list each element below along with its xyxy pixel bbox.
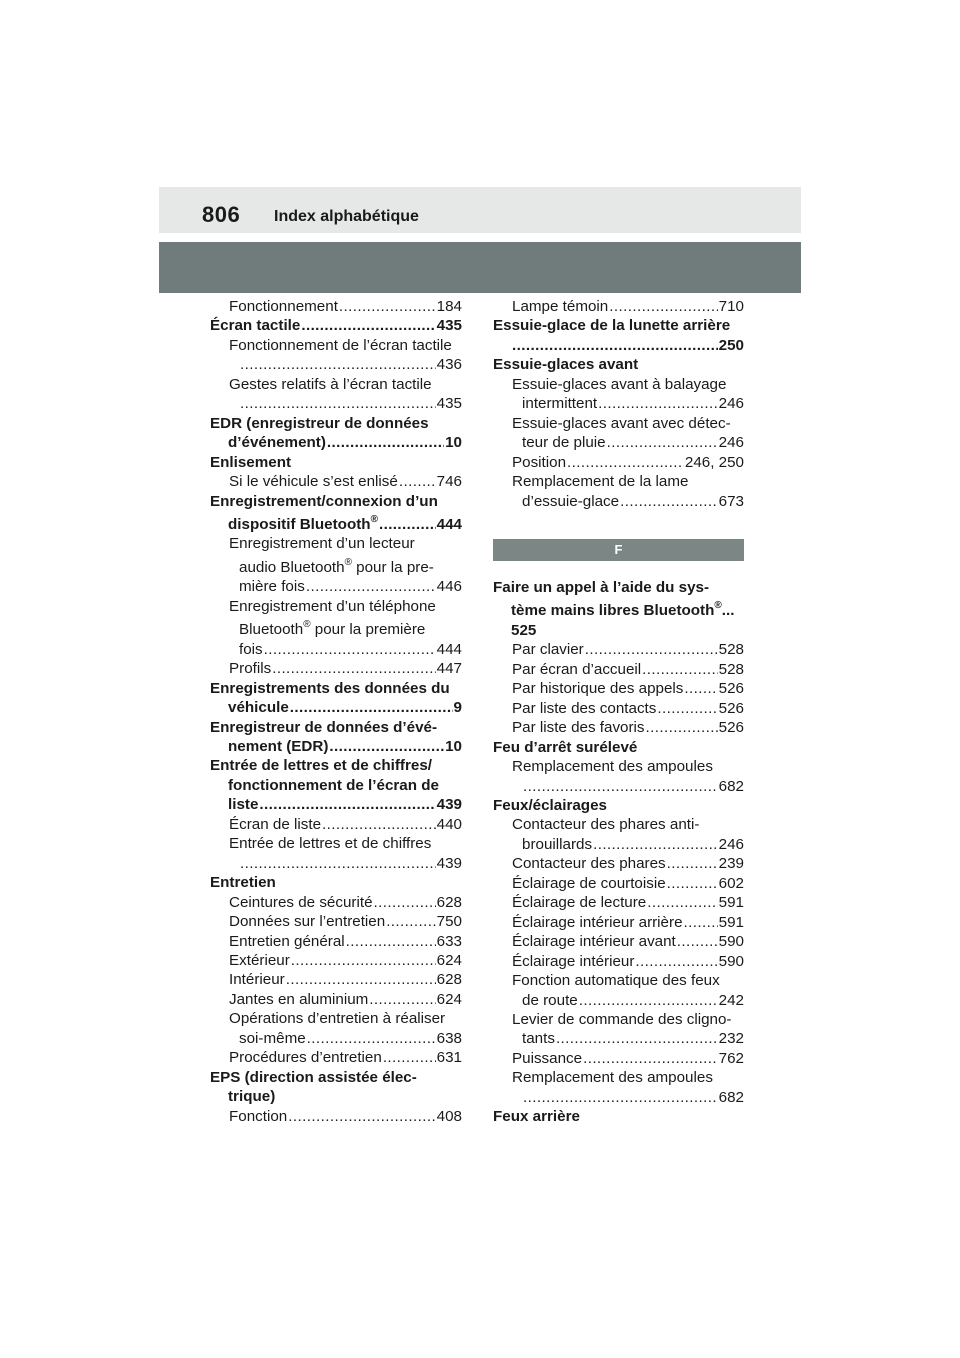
- index-column-left: [210, 297, 462, 1126]
- leader-dots: [647, 893, 717, 912]
- index-subentry: [210, 970, 462, 989]
- letter-section-header: F: [493, 539, 744, 561]
- page-reference: 246, 250: [684, 453, 744, 471]
- page-reference: 628: [436, 971, 462, 989]
- entry-text: Remplacement des ampoules: [512, 1069, 713, 1087]
- page-reference: 638: [436, 1029, 462, 1047]
- leader-dots: [667, 874, 718, 893]
- page-reference: 528: [718, 641, 744, 659]
- entry-text: Entretien général: [229, 932, 345, 950]
- leader-dots: ...: [721, 602, 735, 620]
- entry-text: Fonction automatique des feux: [512, 972, 720, 990]
- index-subentry: [493, 660, 744, 679]
- index-subentry: [493, 375, 744, 414]
- entry-text: Remplacement de la lame: [512, 473, 689, 491]
- page-reference: 631: [436, 1049, 462, 1067]
- entry-text: Feux arrière: [493, 1108, 580, 1126]
- entry-text: Intérieur: [229, 971, 285, 989]
- page-reference: 9: [453, 699, 462, 717]
- page-reference: 633: [436, 932, 462, 950]
- page-reference: 624: [436, 951, 462, 969]
- page-reference: 762: [718, 1049, 744, 1067]
- entry-text: soi-même: [239, 1029, 306, 1047]
- spacer: [493, 561, 744, 578]
- leader-dots: [288, 1107, 435, 1126]
- leader-dots: [512, 336, 718, 355]
- index-subentry: [210, 472, 462, 491]
- index-subentry: [210, 1009, 462, 1048]
- entry-text: Extérieur: [229, 951, 290, 969]
- page-reference: 590: [718, 952, 744, 970]
- leader-dots: [322, 815, 436, 834]
- leader-dots: [329, 737, 444, 756]
- entry-text: Éclairage intérieur: [512, 952, 635, 970]
- entry-text: trique): [228, 1088, 276, 1106]
- header-band: [159, 187, 801, 233]
- entry-text: Enregistrement d’un téléphone: [229, 597, 436, 615]
- page-reference: 250: [718, 336, 744, 354]
- entry-text: Gestes relatifs à l’écran tactile: [229, 375, 432, 393]
- index-subentry: [210, 815, 462, 834]
- page-reference: 528: [718, 660, 744, 678]
- entry-text: Entrée de lettres et de chiffres/: [210, 757, 432, 775]
- index-subentry: [493, 932, 744, 951]
- page-reference: 444: [436, 640, 462, 658]
- index-subentry: [493, 453, 744, 472]
- page-reference: 750: [436, 913, 462, 931]
- page-reference: 184: [436, 298, 462, 315]
- index-subentry: [210, 834, 462, 873]
- entry-text: Bluetooth® pour la première: [239, 619, 426, 639]
- page-reference: 246: [718, 434, 744, 452]
- entry-text: Entretien: [210, 874, 276, 892]
- entry-text: Puissance: [512, 1049, 583, 1067]
- index-subentry: [210, 1048, 462, 1067]
- leader-dots: [399, 472, 436, 491]
- entry-text: fonctionnement de l’écran de: [228, 776, 439, 794]
- entry-text: Essuie-glaces avant à balayage: [512, 375, 727, 393]
- entry-text: Éclairage de courtoisie: [512, 874, 666, 892]
- leader-dots: [657, 699, 717, 718]
- page-reference: 439: [436, 796, 462, 814]
- index-subentry: [493, 893, 744, 912]
- page-reference: 435: [436, 317, 462, 335]
- index-subentry: [493, 699, 744, 718]
- page-reference: 526: [718, 680, 744, 698]
- page-reference: 602: [718, 874, 744, 892]
- index-subentry: [210, 932, 462, 951]
- page-reference: 710: [718, 298, 744, 315]
- leader-dots: [620, 492, 718, 511]
- page-reference: 447: [436, 660, 462, 678]
- entry-text: Fonctionnement: [229, 298, 338, 315]
- entry-text: mière fois: [239, 578, 305, 596]
- page-reference: 446: [436, 578, 462, 596]
- leader-dots: [374, 893, 436, 912]
- index-entry: [493, 738, 744, 757]
- page-number: 806: [202, 202, 241, 227]
- entry-text: Écran tactile: [210, 317, 301, 335]
- entry-text: Enlisement: [210, 453, 292, 471]
- leader-dots: [290, 698, 453, 717]
- page-reference: 440: [436, 815, 462, 833]
- leader-dots: [598, 394, 718, 413]
- leader-dots: [301, 316, 435, 335]
- leader-dots: [264, 640, 436, 659]
- leader-dots: [523, 777, 718, 796]
- index-subentry: [493, 640, 744, 659]
- index-subentry: [493, 1049, 744, 1068]
- page-reference: 682: [718, 777, 744, 795]
- index-entry: [210, 453, 462, 472]
- entry-text: Profils: [229, 660, 272, 678]
- entry-text: tème mains libres Bluetooth®: [511, 600, 722, 620]
- page-reference: 624: [436, 990, 462, 1008]
- leader-dots: [379, 515, 436, 534]
- entry-text: Faire un appel à l’aide du sys-: [493, 578, 710, 596]
- leader-dots: [369, 990, 435, 1009]
- decorative-gray-bar: [159, 242, 801, 293]
- entry-text: Si le véhicule s’est enlisé: [229, 473, 398, 491]
- entry-text: brouillards: [522, 835, 593, 853]
- leader-dots: [585, 640, 718, 659]
- entry-text: Remplacement des ampoules: [512, 758, 713, 776]
- index-subentry: [210, 597, 462, 659]
- index-subentry: [210, 912, 462, 931]
- entry-text: nement (EDR): [228, 737, 329, 755]
- entry-text: Position: [512, 453, 567, 471]
- leader-dots: [523, 1088, 718, 1107]
- index-entry: [493, 796, 744, 815]
- entry-text: Fonctionnement de l’écran tactile: [229, 336, 452, 354]
- index-subentry: [493, 679, 744, 698]
- entry-text: intermittent: [522, 395, 598, 413]
- page-reference: 628: [436, 893, 462, 911]
- entry-text: EDR (enregistreur de données: [210, 414, 429, 432]
- leader-dots: [579, 991, 718, 1010]
- entry-text: Par liste des favoris: [512, 719, 645, 737]
- page-reference: 444: [436, 515, 462, 533]
- index-subentry: [493, 952, 744, 971]
- section-title: Index alphabétique: [274, 208, 419, 225]
- index-subentry: [493, 757, 744, 796]
- entry-text: Éclairage de lecture: [512, 894, 647, 912]
- entry-text: Levier de commande des cligno-: [512, 1010, 732, 1028]
- entry-text: Éclairage intérieur avant: [512, 933, 676, 951]
- page-reference: 246: [718, 395, 744, 413]
- page-reference: 232: [718, 1030, 744, 1048]
- index-subentry: [493, 874, 744, 893]
- index-subentry: [210, 951, 462, 970]
- leader-dots: [386, 912, 435, 931]
- entry-text: teur de pluie: [522, 434, 606, 452]
- leader-dots: [607, 433, 718, 452]
- entry-text: Essuie-glaces avant avec détec-: [512, 414, 731, 432]
- leader-dots: [327, 433, 444, 452]
- index-entry: [210, 316, 462, 335]
- page-reference: 591: [718, 894, 744, 912]
- entry-text: Entrée de lettres et de chiffres: [229, 835, 432, 853]
- leader-dots: [684, 679, 717, 698]
- entry-text: Par écran d’accueil: [512, 660, 642, 678]
- index-entry: [210, 718, 462, 757]
- entry-text: Contacteur des phares: [512, 855, 666, 873]
- page-reference: 439: [436, 854, 462, 872]
- leader-dots: [567, 453, 684, 472]
- entry-text: Essuie-glace de la lunette arrière: [493, 317, 731, 335]
- entry-text: Feu d’arrêt surélevé: [493, 738, 638, 756]
- leader-dots: [646, 718, 718, 737]
- leader-dots: [609, 297, 717, 316]
- entry-text: Feux/éclairages: [493, 796, 607, 814]
- page-reference: 436: [436, 356, 462, 374]
- leader-dots: [383, 1048, 436, 1067]
- entry-text: Contacteur des phares anti-: [512, 816, 700, 834]
- entry-text: Jantes en aluminium: [229, 990, 369, 1008]
- index-entry: [210, 679, 462, 718]
- index-entry: [210, 873, 462, 892]
- index-subentry: [210, 534, 462, 596]
- index-entry: [493, 578, 744, 640]
- page-reference: 590: [718, 933, 744, 951]
- entry-text: de route: [522, 991, 578, 1009]
- index-subentry: [493, 1010, 744, 1049]
- leader-dots: [583, 1049, 718, 1068]
- index-subentry: [493, 815, 744, 854]
- index-group-f: [493, 578, 744, 1127]
- leader-dots: [556, 1029, 718, 1048]
- leader-dots: [259, 795, 435, 814]
- entry-text: dispositif Bluetooth®: [228, 513, 378, 533]
- leader-dots: [593, 835, 718, 854]
- leader-dots: [684, 913, 718, 932]
- entry-text: fois: [239, 640, 263, 658]
- leader-dots: [240, 394, 436, 413]
- entry-text: d’essuie-glace: [522, 492, 620, 510]
- page-reference: 10: [445, 737, 462, 755]
- index-subentry: [493, 913, 744, 932]
- leader-dots: [667, 854, 718, 873]
- index-subentry: [493, 854, 744, 873]
- page-reference: 673: [718, 492, 744, 510]
- index-entry: [493, 355, 744, 374]
- index-subentry: [210, 659, 462, 678]
- page-reference: 408: [436, 1107, 462, 1125]
- leader-dots: [339, 297, 436, 316]
- page-reference: 591: [718, 913, 744, 931]
- page-reference: 682: [718, 1088, 744, 1106]
- index-subentry: [210, 990, 462, 1009]
- entry-text: Enregistreur de données d’évé-: [210, 718, 438, 736]
- leader-dots: [307, 1029, 436, 1048]
- leader-dots: [240, 854, 436, 873]
- entry-text: 525: [511, 621, 537, 639]
- index-subentry: [493, 414, 744, 453]
- entry-text: Par historique des appels: [512, 680, 684, 698]
- entry-text: Fonction: [229, 1107, 288, 1125]
- index-subentry: [493, 718, 744, 737]
- index-entry: [493, 1107, 744, 1126]
- entry-text: liste: [228, 796, 259, 814]
- leader-dots: [240, 355, 436, 374]
- page-reference: 526: [718, 699, 744, 717]
- entry-text: Procédures d’entretien: [229, 1049, 382, 1067]
- entry-text: Essuie-glaces avant: [493, 356, 639, 374]
- leader-dots: [642, 660, 717, 679]
- entry-text: Lampe témoin: [512, 298, 609, 315]
- entry-text: Enregistrement d’un lecteur: [229, 535, 415, 553]
- index-subentry: [493, 1068, 744, 1107]
- index-subentry: [493, 472, 744, 511]
- entry-text: Données sur l’entretien: [229, 913, 386, 931]
- page-reference: 746: [436, 473, 462, 491]
- entry-text: audio Bluetooth® pour la pre-: [239, 556, 434, 576]
- entry-text: Opérations d’entretien à réaliser: [229, 1010, 446, 1028]
- page-reference: 246: [718, 835, 744, 853]
- leader-dots: [306, 577, 436, 596]
- entry-text: Par liste des contacts: [512, 699, 657, 717]
- index-subentry: [210, 336, 462, 375]
- index-subentry: [493, 297, 744, 316]
- entry-text: Écran de liste: [229, 815, 322, 833]
- index-group-e-continued: [493, 297, 744, 511]
- leader-dots: [346, 932, 436, 951]
- entry-text: Éclairage intérieur arrière: [512, 913, 683, 931]
- entry-text: tants: [522, 1030, 555, 1048]
- page-reference: 10: [445, 434, 462, 452]
- index-entry: [210, 1068, 462, 1107]
- entry-text: Ceintures de sécurité: [229, 893, 373, 911]
- entry-text: véhicule: [228, 699, 289, 717]
- index-subentry: [210, 893, 462, 912]
- index-subentry: [493, 971, 744, 1010]
- page-reference: 242: [718, 991, 744, 1009]
- entry-text: Enregistrements des données du: [210, 679, 450, 697]
- entry-text: d’événement): [228, 434, 326, 452]
- leader-dots: [677, 932, 718, 951]
- leader-dots: [291, 951, 436, 970]
- leader-dots: [635, 952, 717, 971]
- index-entry: [210, 756, 462, 814]
- page-reference: 239: [718, 855, 744, 873]
- index-entry: [210, 414, 462, 453]
- page-reference: 526: [718, 719, 744, 737]
- entry-text: Par clavier: [512, 641, 584, 659]
- index-entry: [210, 492, 462, 535]
- index-subentry: [210, 1107, 462, 1126]
- leader-dots: [286, 970, 436, 989]
- index-entry: [493, 316, 744, 355]
- index-column-right: [493, 297, 744, 1127]
- index-subentry: [210, 297, 462, 316]
- entry-text: EPS (direction assistée élec-: [210, 1068, 417, 1086]
- entry-text: Enregistrement/connexion d’un: [210, 492, 438, 510]
- page-reference: 435: [436, 395, 462, 413]
- index-subentry: [210, 375, 462, 414]
- leader-dots: [272, 659, 435, 678]
